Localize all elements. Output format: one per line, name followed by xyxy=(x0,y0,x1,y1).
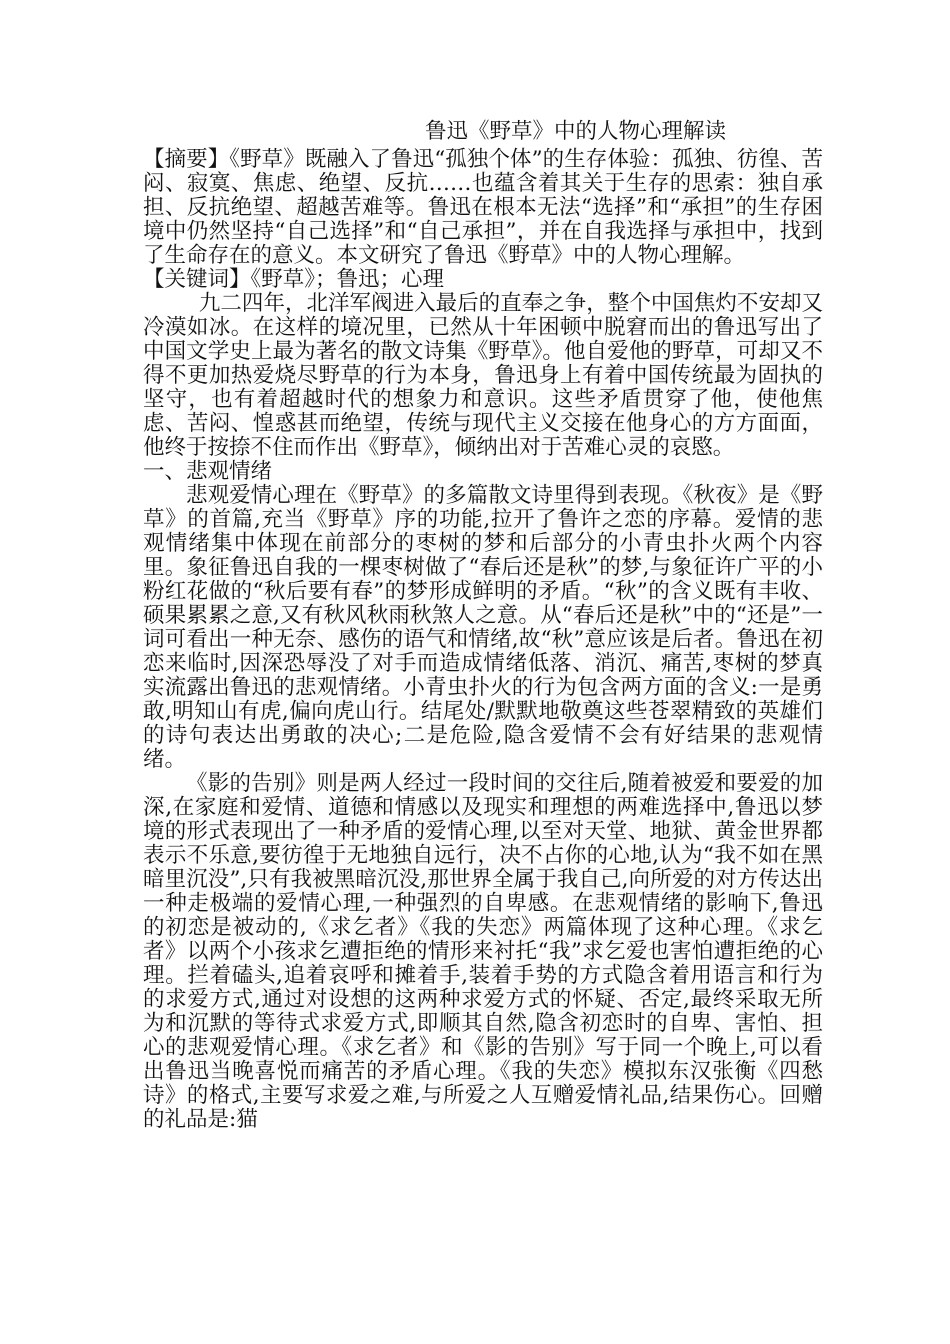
intro-paragraph: 九二四年，北洋军阀进入最后的直奉之争，整个中国焦灼不安却又冷漠如冰。在这样的境况里，已然从十年困顿中脱窘而出的鲁迅写出了中国文学史上最为著名的散文诗集《野草》。他自爱他的野草，可却又不得不更加热爱烧尽野草的行为本身，鲁迅身上有着中国传统最为固执的坚守，也有着超越时代的想象力和意识。这些矛盾贯穿了他，使他焦虑、苦闷、惶惑甚而绝望，传统与现代主义交接在他身心的方方面面，他终于按捺不住而作出《野草》，倾纳出对于苦难心灵的哀愍。 xyxy=(143,291,823,460)
document-page xyxy=(143,120,823,1132)
abstract-paragraph: 【摘要】《野草》既融入了鲁迅“孤独个体”的生存体验：孤独、彷徨、苦闷、寂寞、焦虑、绝望、反抗……也蕴含着其关于生存的思索：独自承担、反抗绝望、超越苦难等。鲁迅在根本无法“选择”和“承担”的生存困境中仍然坚持“自己选择”和“自己承担”，并在自我选择与承担中，找到了生命存在的意义。本文研究了鲁迅《野草》中的人物心理解。 xyxy=(143,147,823,268)
keywords-line: 【关键词】《野草》；鲁迅；心理 xyxy=(143,267,445,292)
section-heading: 一、悲观情绪 xyxy=(143,459,273,484)
body-paragraph: 悲观爱情心理在《野草》的多篇散文诗里得到表现。《秋夜》是《野草》的首篇,充当《野草》序的功能,拉开了鲁许之恋的序幕。爱情的悲观情绪集中体现在前部分的枣树的梦和后部分的小青虫扑火两个内容里。象征鲁迅自我的一棵枣树做了“春后还是秋”的梦,与象征许广平的小粉红花做的“秋后要有春”的梦形成鲜明的矛盾。“秋”的含义既有丰收、硕果累累之意,又有秋风秋雨秋煞人之意。从“春后还是秋”中的“还是”一词可看出一种无奈、感伤的语气和情绪,故“秋”意应该是后者。鲁迅在初恋来临时,因深恐辱没了对手而造成情绪低落、消沉、痛苦,枣树的梦真实流露出鲁迅的悲观情绪。小青虫扑火的行为包含两方面的含义:一是勇敢,明知山有虎,偏向虎山行。结尾处/默默地敬奠这些苍翠精致的英雄们的诗句表达出勇敢的决心;二是危险,隐含爱情不会有好结果的悲观情绪。 xyxy=(143,483,823,772)
document-title: 鲁迅《野草》中的人物心理解读 xyxy=(425,119,727,144)
body-paragraph: 《影的告别》则是两人经过一段时间的交往后,随着被爱和要爱的加深,在家庭和爱情、道德和情感以及现实和理想的两难选择中,鲁迅以梦境的形式表现出了一种矛盾的爱情心理,以至对天堂、地狱、黄金世界都表示不乐意,要彷徨于无地独自远行，决不占你的心地,认为“我不如在黑暗里沉没”,只有我被黑暗沉没,那世界全属于我自己,向所爱的对方传达出一种走极端的爱情心理,一种强烈的自卑感。在悲观情绪的影响下,鲁迅的初恋是被动的,《求乞者》《我的失恋》两篇体现了这种心理。《求乞者》以两个小孩求乞遭拒绝的情形来衬托“我”求乞爱也害怕遭拒绝的心理。拦着磕头,追着哀呼和摊着手,装着手势的方式隐含着用语言和行为的求爱方式,通过对设想的这两种求爱方式的怀疑、否定,最终采取无所为和沉默的等待式求爱方式,即顺其自然,隐含初恋时的自卑、害怕、担心的悲观爱情心理。《求乞者》和《影的告别》写于同一个晚上,可以看出鲁迅当晚喜悦而痛苦的矛盾心理。《我的失恋》模拟东汉张衡《四愁诗》的格式,主要写求爱之难,与所爱之人互赠爱情礼品,结果伤心。回赠的礼品是:猫 xyxy=(143,771,823,1132)
